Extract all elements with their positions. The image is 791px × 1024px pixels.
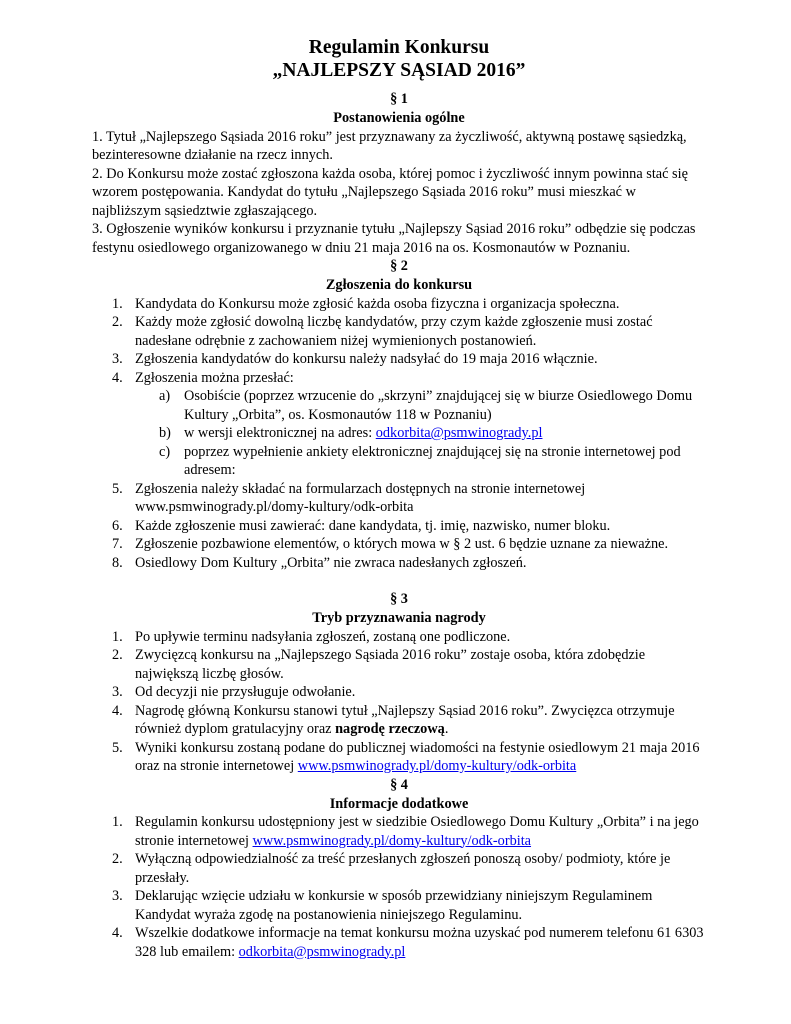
punctuation: . [444, 721, 449, 737]
section-2-list [92, 295, 706, 388]
section-2 [92, 257, 706, 572]
email-link[interactable]: odkorbita@psmwinogrady.pl [238, 943, 406, 960]
list-number: 2. [112, 314, 123, 330]
list-item [92, 739, 706, 776]
list-item [92, 683, 706, 702]
list-item [92, 480, 706, 517]
sub-list-letter: b) [159, 425, 171, 441]
section-4-heading: Informacje dodatkowe [329, 795, 469, 812]
list-number: 4. [112, 369, 123, 386]
list-number: 4. [112, 925, 123, 941]
section-3-heading: Tryb przyznawania nagrody [312, 610, 486, 626]
list-item [92, 887, 706, 924]
list-item [92, 646, 706, 683]
list-item-text: Regulamin konkursu udostępniony jest w siedzibie Osiedlowego Domu Kultury „Orbita” i na jego stronie internetowej [135, 814, 699, 849]
list-number: 1. [112, 628, 123, 645]
list-number: 1. [112, 295, 123, 312]
section-3-list [92, 628, 706, 776]
section-1 [92, 90, 706, 257]
list-item-text: Wyniki konkursu zostaną podane do publicznej wiadomości na festynie osiedlowym 21 maja 2016 oraz na stronie internetowej [135, 739, 700, 774]
section-4-symbol: § 4 [390, 776, 408, 793]
list-item-text: Nagrodę główną Konkursu stanowi tytuł „Najlepszy Sąsiad 2016 roku”. Zwycięzca otrzymuje również dyplom gratulacyjny oraz [135, 702, 675, 737]
list-item-text: Wyłączną odpowiedzialność za treść przesłanych zgłoszeń ponoszą osoby/ podmioty, które je przesłały. [135, 851, 671, 886]
section-1-heading: Postanowienia ogólne [333, 110, 465, 126]
section-1-para-2: 2. Do Konkursu może zostać zgłoszona każda osoba, której pomoc i życzliwość innym powinna stać się wzorem postępowania. Kandydat do tytułu „Najlepszego Sąsiada 2016 roku” musi mieszkać w najbliższym sąsiedztwie zgłaszającego. [92, 165, 688, 219]
list-item-text: Od decyzji nie przysługuje odwołanie. [135, 684, 356, 700]
list-item [92, 924, 706, 961]
list-number: 3. [112, 351, 123, 367]
document-title [92, 36, 706, 82]
website-link[interactable]: www.psmwinogrady.pl/domy-kultury/odk-orbita [297, 758, 577, 774]
list-item [92, 350, 706, 369]
bold-text: nagrodę rzeczową [335, 721, 445, 737]
list-number: 3. [112, 888, 123, 904]
list-number: 5. [112, 480, 123, 497]
list-item-text: Zgłoszenia można przesłać: [135, 369, 294, 386]
list-item-text: Deklarując wzięcie udziału w konkursie w sposób przewidziany niniejszym Regulaminem Kandydat wyraża zgodę na postanowienia niniejszego Regulaminu. [135, 888, 653, 923]
email-link[interactable]: odkorbita@psmwinogrady.pl [375, 425, 543, 441]
list-item-text: Każde zgłoszenie musi zawierać: dane kandydata, tj. imię, nazwisko, numer bloku. [135, 517, 611, 534]
list-item-text: Każdy może zgłosić dowolną liczbę kandydatów, przy czym każde zgłoszenie musi zostać nadesłane odrębnie z zachowaniem niżej wymienionych postanowień. [135, 314, 653, 349]
list-item [92, 628, 706, 647]
list-number: 7. [112, 536, 123, 552]
section-3 [92, 590, 706, 776]
section-4 [92, 776, 706, 962]
list-item [92, 813, 706, 850]
list-number: 2. [112, 851, 123, 867]
list-item [92, 850, 706, 887]
section-2-sublist [92, 387, 706, 480]
section-1-para-3: 3. Ogłoszenie wyników konkursu i przyznanie tytułu „Najlepszy Sąsiad 2016 roku” odbędzie się podczas festynu osiedlowego organizowanego w dniu 21 maja 2016 na os. Kosmonautów w Poznaniu. [92, 221, 696, 256]
list-item-text: Po upływie terminu nadsyłania zgłoszeń, zostaną one podliczone. [135, 628, 511, 645]
sub-list-item-text: poprzez wypełnienie ankiety elektronicznej znajdującej się na stronie internetowej pod adresem: [184, 443, 681, 478]
list-number: 3. [112, 684, 123, 700]
list-item-text: Zgłoszenia kandydatów do konkursu należy nadsyłać do 19 maja 2016 włącznie. [135, 351, 598, 367]
list-item [92, 369, 706, 388]
list-number: 6. [112, 517, 123, 534]
website-link[interactable]: www.psmwinogrady.pl/domy-kultury/odk-orbita [252, 832, 532, 849]
list-number: 2. [112, 647, 123, 663]
list-item-text: Zgłoszenie pozbawione elementów, o których mowa w § 2 ust. 6 będzie uznane za nieważne. [135, 536, 669, 552]
sub-list-item [92, 424, 706, 443]
list-number: 5. [112, 739, 123, 756]
sub-list-item [92, 443, 706, 480]
list-number: 8. [112, 554, 123, 571]
section-2-list-continued [92, 480, 706, 573]
sub-list-letter: a) [159, 388, 171, 404]
sub-list-letter: c) [159, 443, 171, 460]
section-2-heading: Zgłoszenia do konkursu [325, 277, 473, 293]
section-1-symbol: § 1 [390, 91, 408, 107]
list-item [92, 702, 706, 739]
document-page [92, 36, 706, 961]
spacer [92, 572, 706, 590]
list-item-text: Zwycięzcą konkursu na „Najlepszego Sąsiada 2016 roku” zostaje osoba, która zdobędzie największą liczbę głosów. [135, 647, 646, 682]
list-number: 4. [112, 702, 123, 719]
list-item-text: Wszelkie dodatkowe informacje na temat konkursu można uzyskać pod numerem telefonu 61 6303 328 lub emailem: [135, 925, 704, 960]
list-number: 1. [112, 814, 123, 830]
list-item [92, 554, 706, 573]
list-item-text: Osiedlowy Dom Kultury „Orbita” nie zwraca nadesłanych zgłoszeń. [135, 554, 527, 571]
title-line-2: „NAJLEPSZY SĄSIAD 2016” [272, 60, 526, 81]
sub-list-item-text: Osobiście (poprzez wrzucenie do „skrzyni” znajdującej się w biurze Osiedlowego Domu Kultury „Orbita”, os. Kosmonautów 118 w Poznaniu) [184, 388, 693, 423]
list-item-text: Kandydata do Konkursu może zgłosić każda osoba fizyczna i organizacja społeczna. [135, 295, 620, 312]
section-3-symbol: § 3 [390, 591, 408, 607]
section-4-list [92, 813, 706, 961]
list-item [92, 313, 706, 350]
section-2-symbol: § 2 [390, 258, 408, 274]
section-1-para-1: 1. Tytuł „Najlepszego Sąsiada 2016 roku” jest przyznawany za życzliwość, aktywną postawę sąsiedzką, bezinteresowne działanie na rzecz innych. [92, 128, 687, 163]
sub-list-item [92, 387, 706, 424]
list-item [92, 517, 706, 536]
title-line-1: Regulamin Konkursu [308, 37, 490, 58]
list-item-text: Zgłoszenia należy składać na formularzach dostępnych na stronie internetowej www.psmwinogrady.pl/domy-kultury/odk-orbita [135, 480, 586, 515]
sub-list-item-text: w wersji elektronicznej na adres: [184, 425, 376, 441]
list-item [92, 295, 706, 314]
list-item [92, 535, 706, 554]
